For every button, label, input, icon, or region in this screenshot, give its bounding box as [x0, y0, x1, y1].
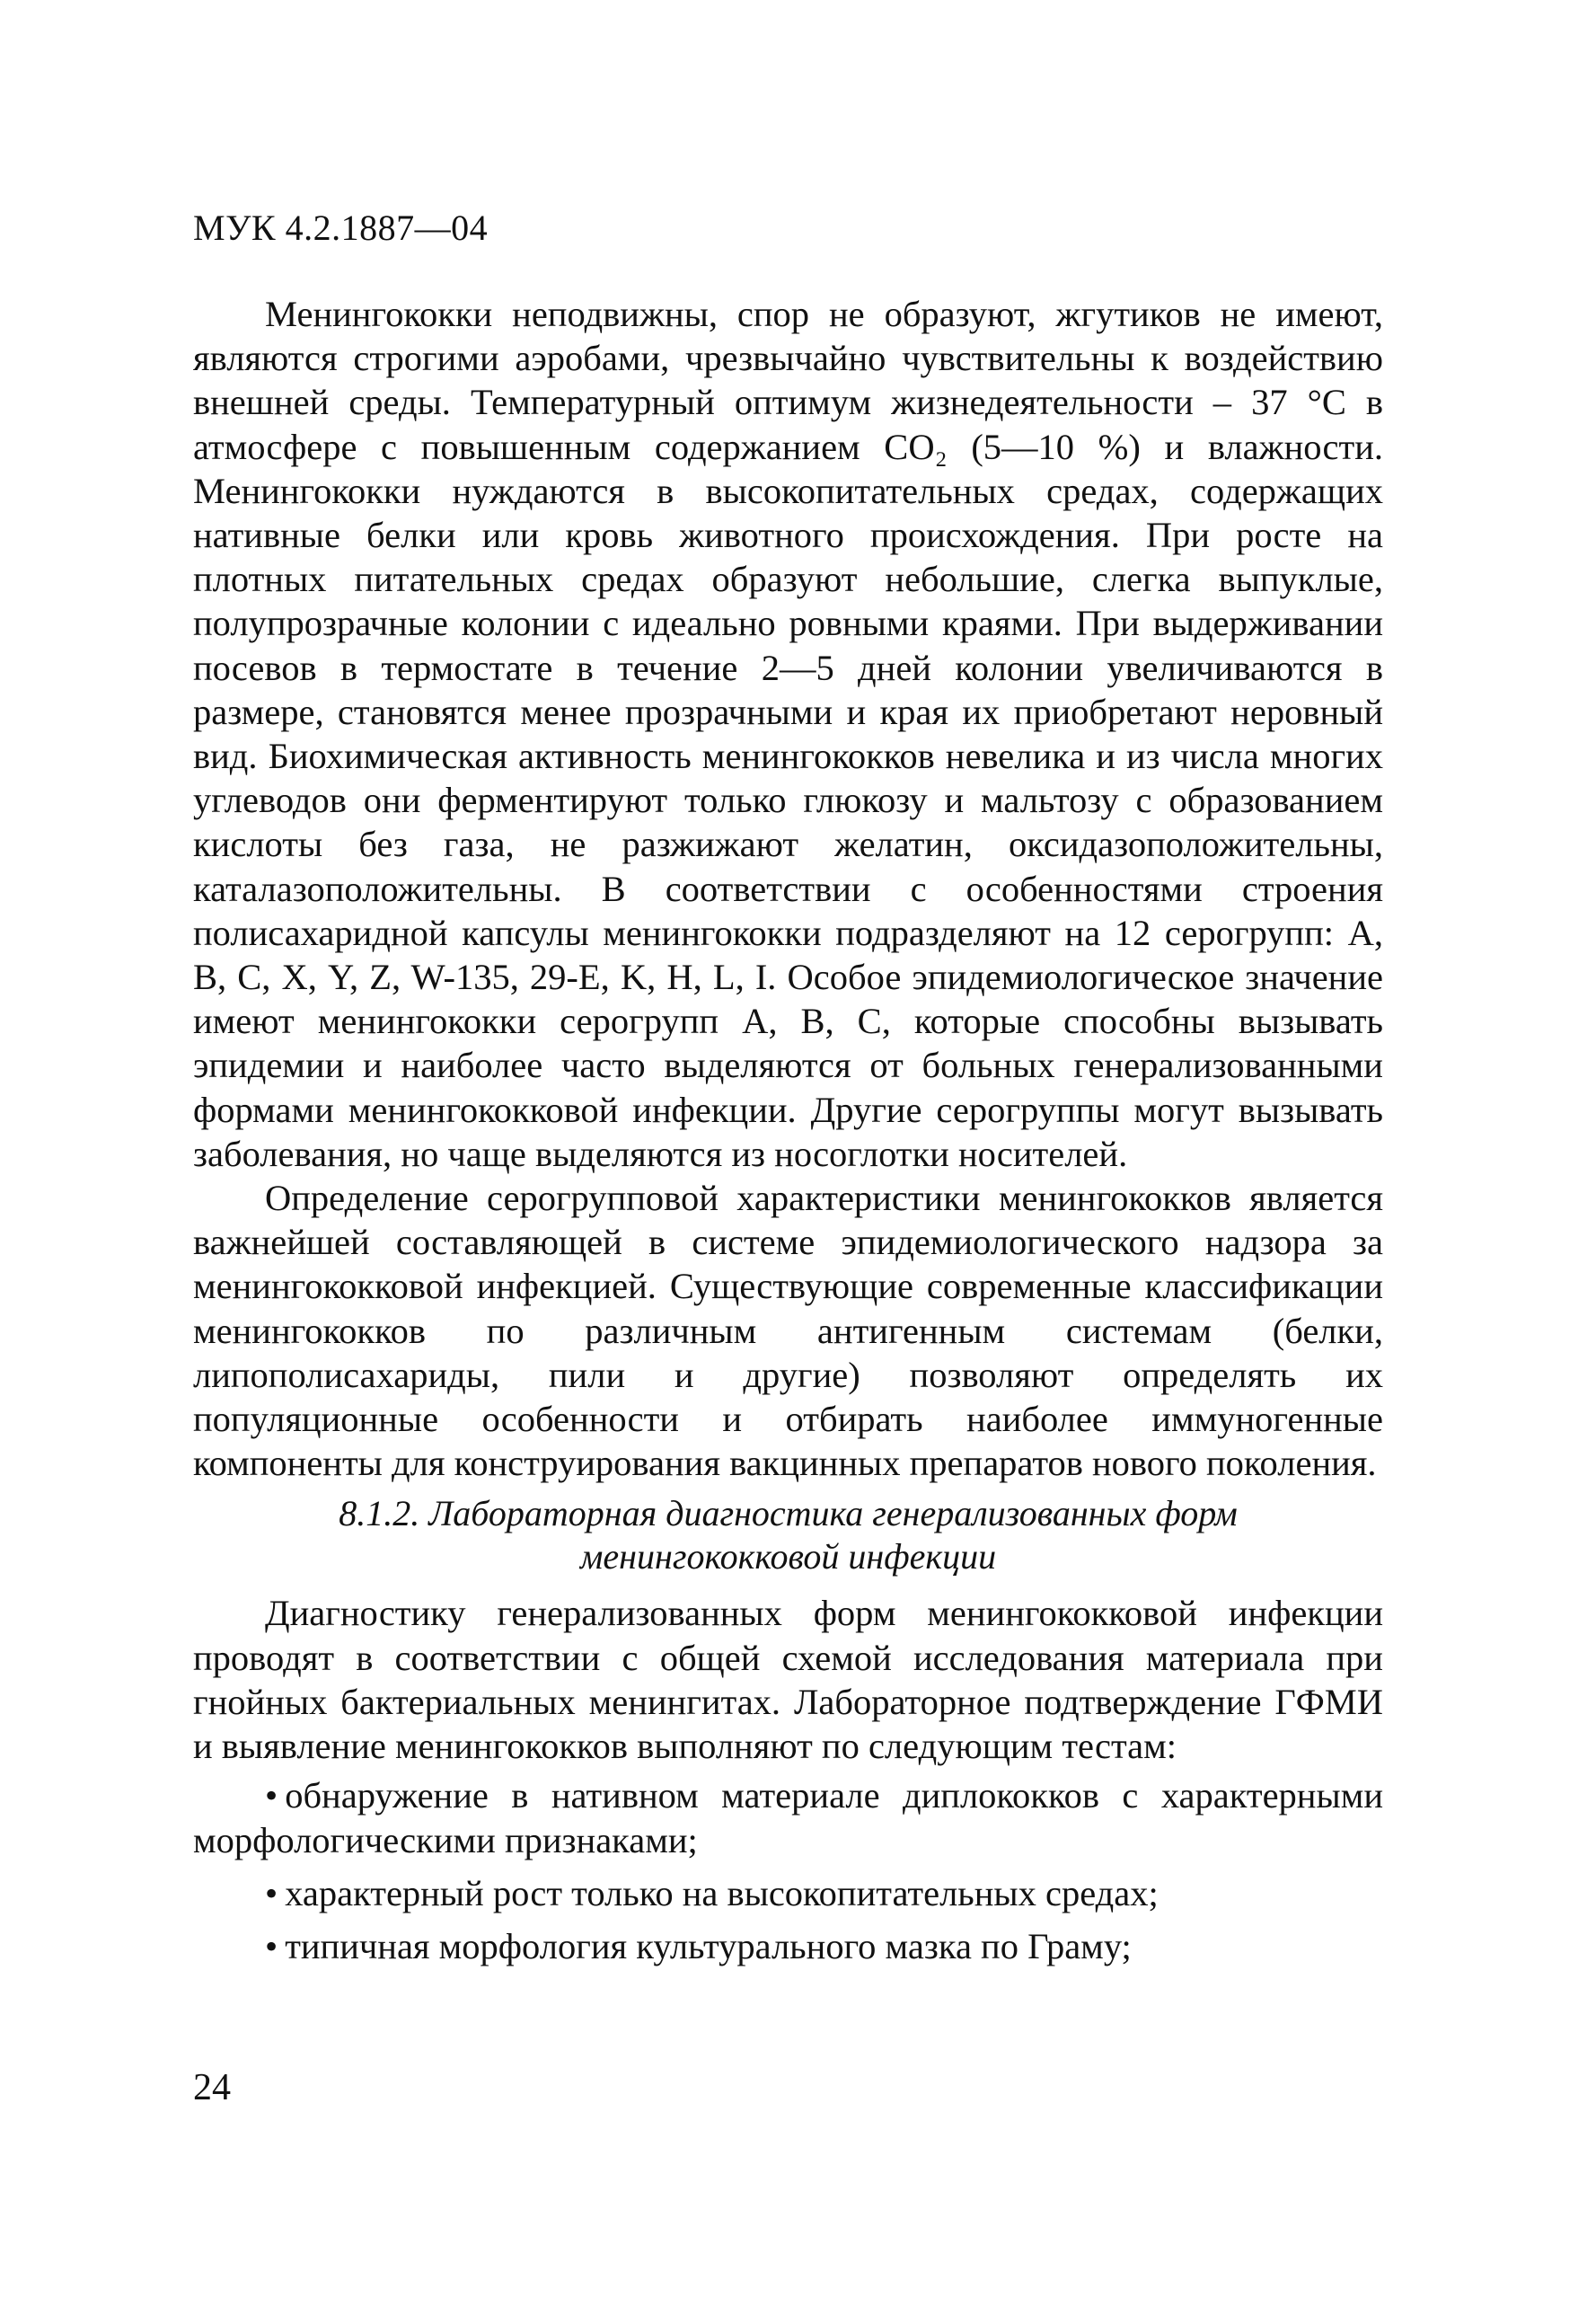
subsection-title-line2: менингококковой инфекции	[579, 1536, 997, 1577]
running-head: МУК 4.2.1887—04	[193, 208, 489, 248]
paragraph-serogroup-importance: Определение серогрупповой характеристики менингококков является важнейшей составляющей в системе эпидемиологического надзора за менингококковой инфекцией. Существующие современные классификации менингококков по различным антигенным системам (белки, липополисахариды, пили и другие) позволяют определять их популяционные особенности и отбирать наиболее иммуногенные компоненты для конструирования вакцинных препаратов нового поколения.	[193, 1178, 1383, 1484]
list-item-text: характерный рост только на высокопитательных средах;	[285, 1872, 1159, 1913]
list-item-text: типичная морфология культурального мазка по Граму;	[285, 1925, 1132, 1966]
list-item	[193, 1924, 1383, 1968]
subsection-title	[193, 1492, 1383, 1578]
tests-list	[193, 1773, 1383, 1968]
body-text	[193, 292, 1383, 1977]
bullet-icon: •	[265, 1775, 278, 1816]
paragraph-meningococci-properties: Менингококки неподвижны, спор не образуют, жгутиков не имеют, являются строгими аэробами, чрезвычайно чувствительны к воздействию внешней среды. Температурный оптимум жизнедеятельности – 37 °С в атмосфере с повышенным содержанием СО₂ (5—10 %) и влажности. Менингококки нуждаются в высокопитательных средах, содержащих нативные белки или кровь животного происхождения. При росте на плотных питательных средах образуют небольшие, слегка выпуклые, полупрозрачные колонии с идеально ровными краями. При выдерживании посевов в термостате в течение 2—5 дней колонии увеличиваются в размере, становятся менее прозрачными и края их приобретают неровный вид. Биохимическая активность менингококков невелика и из числа многих углеводов они ферментируют только глюкозу и мальтозу с образованием кислоты без газа, не разжижают желатин, оксидазоположительны, каталазоположительны. В соответствии с особенностями строения полисахаридной капсулы менингококки подразделяют на 12 серогрупп: А, В, С, Х, Y, Z, W-135, 29-E, K, H, L, I. Особое эпидемиологическое значение имеют менингококки серогрупп А, В, С, которые способны вызывать эпидемии и наиболее часто выделяются от больных генерализованными формами менингококковой инфекции. Другие серогруппы могут вызывать заболевания, но чаще выделяются из носоглотки носителей.	[193, 294, 1383, 1174]
paragraph-diagnostics-intro: Диагностику генерализованных форм менингококковой инфекции проводят в соответствии с общей схемой исследования материала при гнойных бактериальных менингитах. Лабораторное подтверждение ГФМИ и выявление менингококков выполняют по следующим тестам:	[193, 1593, 1383, 1767]
bullet-icon: •	[265, 1872, 278, 1913]
list-item	[193, 1871, 1383, 1915]
bullet-icon: •	[265, 1925, 278, 1966]
document-page	[193, 0, 1383, 2315]
page-number: 24	[193, 2067, 231, 2108]
list-item-text: обнаружение в нативном материале диплококков с характерными морфологическими признаками;	[193, 1775, 1383, 1860]
subsection-title-line1: 8.1.2. Лабораторная диагностика генерализованных форм	[339, 1493, 1238, 1534]
list-item	[193, 1773, 1383, 1861]
